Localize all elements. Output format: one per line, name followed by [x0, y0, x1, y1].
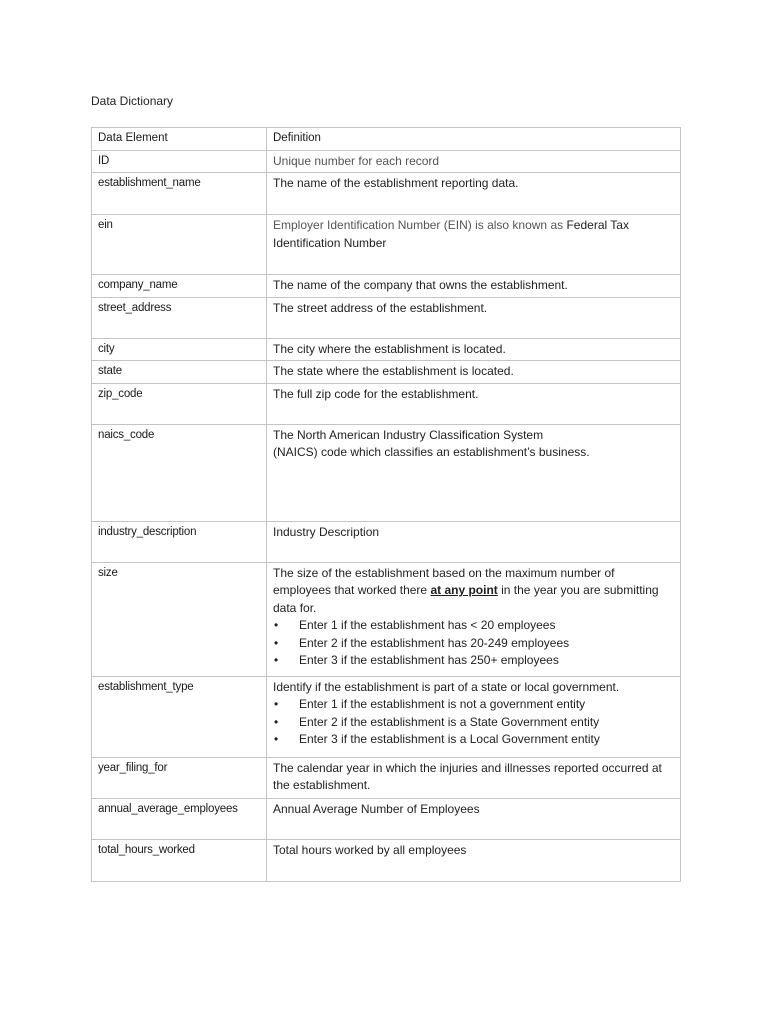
- element-definition: Industry Description: [267, 521, 681, 562]
- element-name: industry_description: [92, 521, 267, 562]
- definition-part: The size of the establishment based on the maximum number of employees that worked there: [273, 565, 615, 597]
- list-item: • Enter 2 if the establishment has 20-249 employees: [273, 635, 674, 653]
- element-name: total_hours_worked: [92, 839, 267, 881]
- table-row: [92, 562, 681, 676]
- element-definition: The name of the establishment reporting data.: [267, 173, 681, 215]
- document-title: Data Dictionary: [91, 94, 174, 108]
- element-name: establishment_name: [92, 173, 267, 215]
- element-name: establishment_type: [92, 676, 267, 757]
- element-definition: Annual Average Number of Employees: [267, 798, 681, 839]
- header-definition: Definition: [267, 128, 681, 151]
- element-name: company_name: [92, 275, 267, 298]
- element-name: annual_average_employees: [92, 798, 267, 839]
- element-definition: Total hours worked by all employees: [267, 839, 681, 881]
- emphasis-text: at any point: [430, 583, 498, 597]
- table-row: [92, 150, 681, 173]
- element-definition: The state where the establishment is located.: [267, 361, 681, 384]
- definition-part: Federal Tax Identification Number: [273, 218, 629, 250]
- table-row: [92, 383, 681, 424]
- header-data-element: Data Element: [92, 128, 267, 151]
- table-header-row: [92, 128, 681, 151]
- table-row: [92, 297, 681, 338]
- list-item: • Enter 2 if the establishment is a State Government entity: [273, 714, 674, 732]
- definition-part: in the year you are submitting data for.: [273, 583, 659, 615]
- element-definition: The calendar year in which the injuries and illnesses reported occurred at the establishment.: [267, 757, 681, 798]
- element-definition: The city where the establishment is located.: [267, 338, 681, 361]
- element-definition: [267, 424, 681, 521]
- element-definition: Unique number for each record: [267, 150, 681, 173]
- element-name: state: [92, 361, 267, 384]
- table-row: [92, 338, 681, 361]
- bullet-list: [273, 617, 674, 670]
- list-item: • Enter 3 if the establishment has 250+ employees: [273, 652, 674, 670]
- table-row: [92, 173, 681, 215]
- table-row: [92, 757, 681, 798]
- table-row: [92, 521, 681, 562]
- element-definition: [267, 676, 681, 757]
- element-definition: The full zip code for the establishment.: [267, 383, 681, 424]
- data-dictionary-table: [91, 127, 681, 882]
- bullet-list: [273, 696, 674, 749]
- definition-line: The North American Industry Classification System: [273, 427, 544, 442]
- element-name: year_filing_for: [92, 757, 267, 798]
- list-item: • Enter 1 if the establishment has < 20 employees: [273, 617, 674, 635]
- list-item: • Enter 1 if the establishment is not a government entity: [273, 696, 674, 714]
- table-row: [92, 798, 681, 839]
- element-name: ein: [92, 215, 267, 275]
- definition-intro: Identify if the establishment is part of a state or local government.: [273, 679, 620, 694]
- table-row: [92, 424, 681, 521]
- element-name: size: [92, 562, 267, 676]
- table-row: [92, 215, 681, 275]
- element-definition: [267, 562, 681, 676]
- element-name: zip_code: [92, 383, 267, 424]
- table-row: [92, 676, 681, 757]
- element-definition: The name of the company that owns the establishment.: [267, 275, 681, 298]
- element-definition: The street address of the establishment.: [267, 297, 681, 338]
- definition-line: (NAICS) code which classifies an establishment’s business.: [273, 445, 590, 459]
- list-item: • Enter 3 if the establishment is a Local Government entity: [273, 731, 674, 749]
- definition-intro: [273, 565, 674, 618]
- element-name: ID: [92, 150, 267, 173]
- table-row: [92, 275, 681, 298]
- element-name: city: [92, 338, 267, 361]
- table-row: [92, 361, 681, 384]
- element-name: naics_code: [92, 424, 267, 521]
- element-definition: [267, 215, 681, 275]
- definition-part: Employer Identification Number (EIN) is also known as: [273, 218, 564, 232]
- element-name: street_address: [92, 297, 267, 338]
- table-row: [92, 839, 681, 881]
